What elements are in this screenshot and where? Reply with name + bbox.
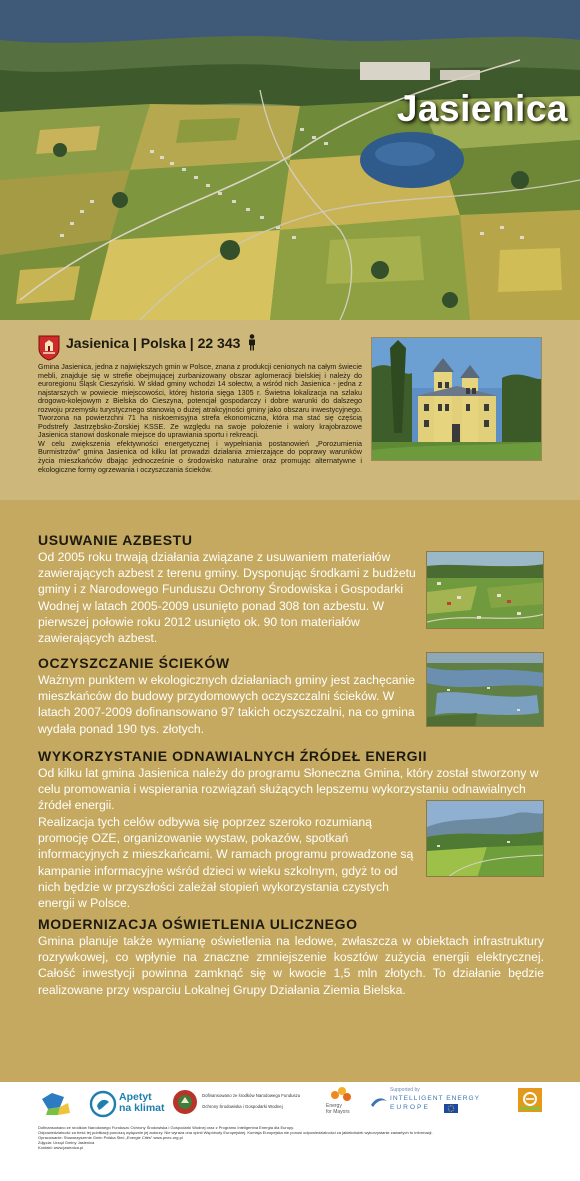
energy-line-2: for Mayors <box>326 1109 350 1115</box>
logo-apetyt-na-klimat <box>89 1090 165 1120</box>
iee-supported-by: Supported by <box>390 1087 420 1093</box>
info-paragraph-2: W celu zwiększenia efektywności energetycznej i wypełniania postanowień „Porozumienia Burmistrzów” gmina Jasienica od kilku lat prowadzi działania zmierzające do poprawy warunków życia mieszkańców dbając jednocześnie o środowisko naturalne oraz promując alternatywne i ekologiczne formy ogrzewania i oczyszczania ścieków. <box>38 438 362 474</box>
eu-flag-icon <box>444 1104 458 1113</box>
section-text-sewage: Ważnym punktem w ekologicznych działaniach gminy jest zachęcanie mieszkańców do budowy przydomowych oczyszczalni ścieków. W latach 2007-2009 dofinansowano 97 takich oczyszczalni, na co gmina wydała ponad 190 tys. złotych. <box>38 673 415 736</box>
info-paragraph-1: Gmina Jasienica, jedna z największych gmin w Polsce, znana z produkcji cenionych na całym świecie mebli, znajduje się w strefie obejmującej zurbanizowany obszar aglomeracji bielskiej i należy do euroregionu Śląsk Cieszyński. W skład gminy wchodzi 14 sołectw, a wśród nich Jasienica - jedna z najstarszych w powiecie miejscowości, której historia sięga 1305 r. Świetna lokalizacja na szlaku drogowo-kolejowym z Bielska do Cieszyna, potencjał gospodarczy i dobre warunki do dalszego rozwoju przemysłu turystycznego stanowią o dużej atrakcyjności gminy jako obszaru inwestycyjnego. Tworzona na powierzchni 71 ha niskoemisyjna strefa ekonomiczna, która ma stać się częścią Podstrefy Jastrzębsko-Żorskiej KSSE. Ze względu na swoje położenie i walory krajobrazowe Jasienica stanowi doskonałe miejsce do uprawiania sportu i rekreacji. <box>38 362 362 440</box>
section-text-lighting: Gmina planuje także wymianę oświetlenia na ledowe, zwłaszcza w obiektach infrastruktury rozrywkowej, co wpłynie na znaczne zmniejszenie kosztów zużycia energii elektrycznej. Całość inwestycji powinna zamknąć się w kwocie 1,5 mln złotych. To działanie będzie realizowane przy wsparciu Lokalnej Grupy Działania Ziemia Bielska. <box>38 934 544 997</box>
hills-fields-image <box>427 801 544 877</box>
fine-print-5: Kontakt: www.jasienica.pl <box>38 1145 84 1150</box>
hero-title: Jasienica <box>396 88 568 129</box>
info-title: Jasienica | Polska | 22 343 <box>66 335 241 351</box>
energie-cites-icon <box>518 1088 542 1112</box>
logo-energy-for-mayors <box>324 1086 364 1120</box>
info-description <box>38 363 362 474</box>
fine-print-2: Odpowiedzialność za treść tej publikacji ponoszą wyłącznie jej autorzy. Nie wyraża ona opinii Wspólnoty Europejskiej. Komisja Europejska nie ponosi odpowiedzialności za jakiekolwiek wykorzystanie zawartych tu informacji. <box>38 1130 433 1135</box>
nfosigw-line-2: Ochrony Środowiska i Gospodarki Wodnej <box>202 1104 283 1109</box>
fine-print-4: Zdjęcia: Urząd Gminy Jasienica <box>38 1140 95 1145</box>
castle-image <box>372 338 542 461</box>
section-title-sewage: OCZYSZCZANIE ŚCIEKÓW <box>38 655 230 671</box>
apetyt-globe-icon <box>89 1090 117 1118</box>
section-text-renewables-2: Realizacja tych celów odbywa się poprzez szeroko rozumianą promocję OZE, organizowanie wystaw, pokazów, spotkań informacyjnych z mieszkańcami. W ramach programu prowadzone są kampanie informacyjne wśród dzieci w wieku szkolnym, gdyż to od nich będzie w przyszłości zależał stopień wykorzystania czystych energii w Polsce. <box>38 815 414 911</box>
aerial-landscape-image <box>0 0 580 320</box>
village-aerial-image <box>427 552 544 629</box>
iee-line-2: EUROPE <box>390 1104 430 1111</box>
logo-nfosigw <box>172 1089 322 1119</box>
section-text-asbestos: Od 2005 roku trwają działania związane z usuwaniem materiałów zawierających azbest z terenu gminy. Dysponując środkami z budżetu gminy i z Narodowego Funduszu Ochrony Środowiska i Gospodarki Wodnej w latach 2005-2009 usunięto ponad 308 ton azbestu. W pierwszej połowie roku 2012 usunięto ok. 90 ton materiałów zawierających azbest. <box>38 550 416 646</box>
section-title-asbestos: USUWANIE AZBESTU <box>38 532 193 548</box>
section-text-renewables: Od kilku lat gmina Jasienica należy do programu Słoneczna Gmina, który został stworzony w celu promowania i wspierania rozwiązań służących lepszemu wykorzystaniu odnawialnych źródeł energii. <box>38 766 539 813</box>
slaskie-logo-icon <box>38 1089 78 1123</box>
photo-renewables <box>426 800 544 877</box>
nfosigw-emblem-icon <box>172 1089 198 1115</box>
nfosigw-line-1: Dofinansowano ze środków Narodowego Funduszu <box>202 1093 301 1098</box>
crest-icon <box>38 335 60 361</box>
logo-energie-cites <box>518 1088 542 1112</box>
fine-print-1: Dofinansowano ze środków Narodowego Funduszu Ochrony Środowiska i Gospodarki Wodnej oraz z Programu Inteligentna Energia dla Europy. <box>38 1125 294 1130</box>
castle-photo <box>371 337 542 461</box>
photo-sewage <box>426 652 544 727</box>
photo-asbestos <box>426 551 544 629</box>
energy-for-mayors-icon <box>330 1086 352 1104</box>
apetyt-line-1: Apetyt <box>119 1091 152 1103</box>
logo-intelligent-energy-europe <box>370 1087 505 1119</box>
section-title-renewables: WYKORZYSTANIE ODNAWIALNYCH ŹRÓDEŁ ENERGII <box>38 748 428 764</box>
iee-swoosh-icon <box>370 1095 388 1109</box>
flooded-fields-image <box>427 653 544 727</box>
logo-slaskie <box>38 1089 78 1123</box>
hero-aerial-photo <box>0 0 580 320</box>
fine-print-3: Opracowanie: Stowarzyszenie Gmin Polska Sieć „Energie Cités” www.pnec.org.pl <box>38 1135 183 1140</box>
iee-line-1: INTELLIGENT ENERGY <box>390 1095 481 1102</box>
apetyt-line-2: na klimat <box>119 1102 165 1114</box>
energy-line-1: Energy <box>326 1103 342 1109</box>
person-icon <box>247 334 257 351</box>
section-title-lighting: MODERNIZACJA OŚWIETLENIA ULICZNEGO <box>38 916 358 932</box>
